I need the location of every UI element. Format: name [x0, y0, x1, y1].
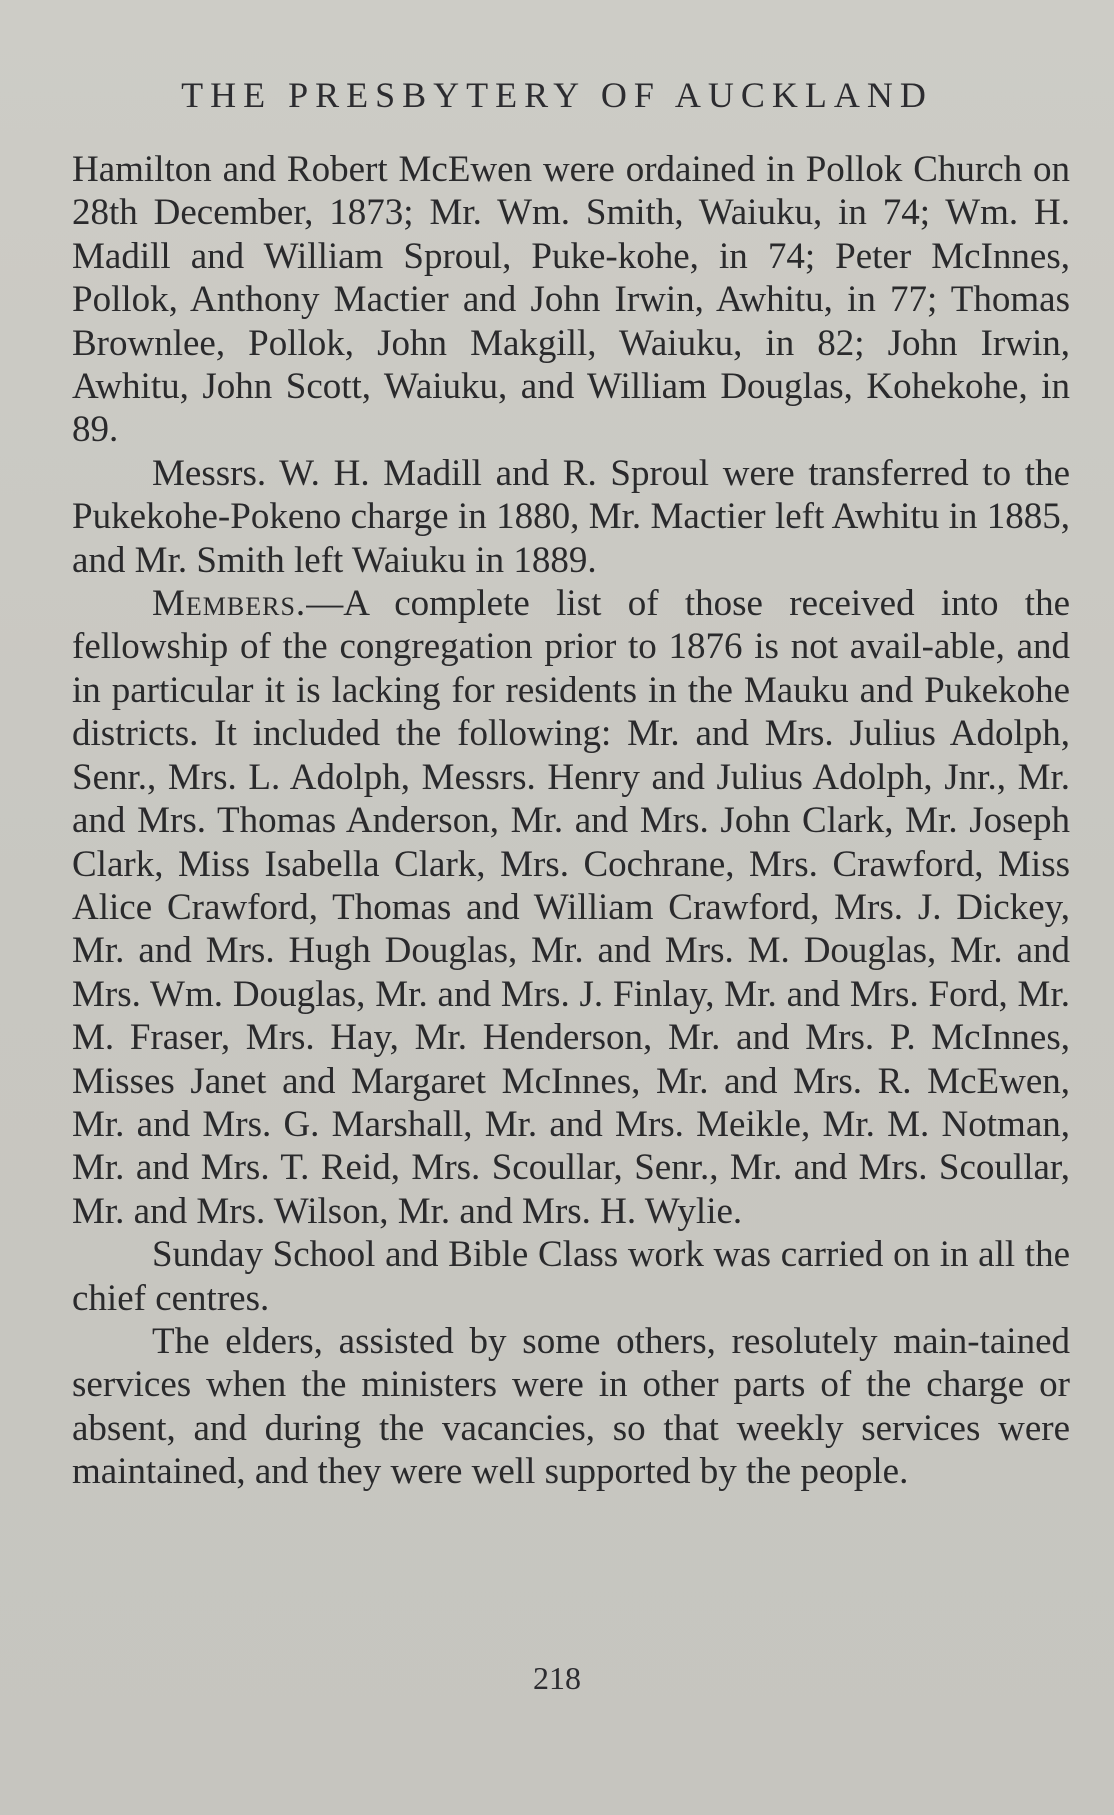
running-title: THE PRESBYTERY OF AUCKLAND	[181, 75, 933, 115]
page-body	[72, 148, 1070, 1494]
paragraph-ordinations	[72, 148, 1070, 452]
members-heading: Members.	[152, 583, 307, 625]
page-number: 218	[533, 1660, 581, 1696]
paragraph-ordinations-text: Hamilton and Robert McEwen were ordained in Pollok Church on 28th December, 1873; Mr. Wm. Smith, Waiuku, in 74; Wm. H. Madill and William Sproul, Puke-kohe, in 74; Peter McInnes, Pollok, Anthony Mactier and John Irwin, Awhitu, in 77; Thomas Brownlee, Pollok, John Makgill, Waiuku, in 82; John Irwin, Awhitu, John Scott, Waiuku, and William Douglas, Kohekohe, in 89.	[72, 149, 1070, 451]
paragraph-sunday-school-text: Sunday School and Bible Class work was carried on in all the chief centres.	[72, 1234, 1070, 1319]
paragraph-members-text: —A complete list of those received into the fellowship of the congregation prior to 1876 is not avail-able, and in particular it is lacking for residents in the Mauku and Pukekohe districts. It included the following: Mr. and Mrs. Julius Adolph, Senr., Mrs. L. Adolph, Messrs. Henry and Julius Adolph, Jnr., Mr. and Mrs. Thomas Anderson, Mr. and Mrs. John Clark, Mr. Joseph Clark, Miss Isabella Clark, Mrs. Cochrane, Mrs. Crawford, Miss Alice Crawford, Thomas and William Crawford, Mrs. J. Dickey, Mr. and Mrs. Hugh Douglas, Mr. and Mrs. M. Douglas, Mr. and Mrs. Wm. Douglas, Mr. and Mrs. J. Finlay, Mr. and Mrs. Ford, Mr. M. Fraser, Mrs. Hay, Mr. Henderson, Mr. and Mrs. P. McInnes, Misses Janet and Margaret McInnes, Mr. and Mrs. R. McEwen, Mr. and Mrs. G. Marshall, Mr. and Mrs. Meikle, Mr. M. Notman, Mr. and Mrs. T. Reid, Mrs. Scoullar, Senr., Mr. and Mrs. Scoullar, Mr. and Mrs. Wilson, Mr. and Mrs. H. Wylie.	[72, 583, 1070, 1232]
paragraph-sunday-school	[72, 1233, 1070, 1320]
paragraph-transfers-text: Messrs. W. H. Madill and R. Sproul were transferred to the Pukekohe-Pokeno charge in 1880, Mr. Mactier left Awhitu in 1885, and Mr. Smith left Waiuku in 1889.	[72, 452, 1070, 581]
paragraph-elders-text: The elders, assisted by some others, resolutely main-tained services when the ministers were in other parts of the charge or absent, and during the vacancies, so that weekly services were maintained, and they were well supported by the people.	[72, 1320, 1070, 1493]
paragraph-elders	[72, 1320, 1070, 1494]
paragraph-transfers	[72, 452, 1070, 582]
paragraph-members	[72, 582, 1070, 1233]
